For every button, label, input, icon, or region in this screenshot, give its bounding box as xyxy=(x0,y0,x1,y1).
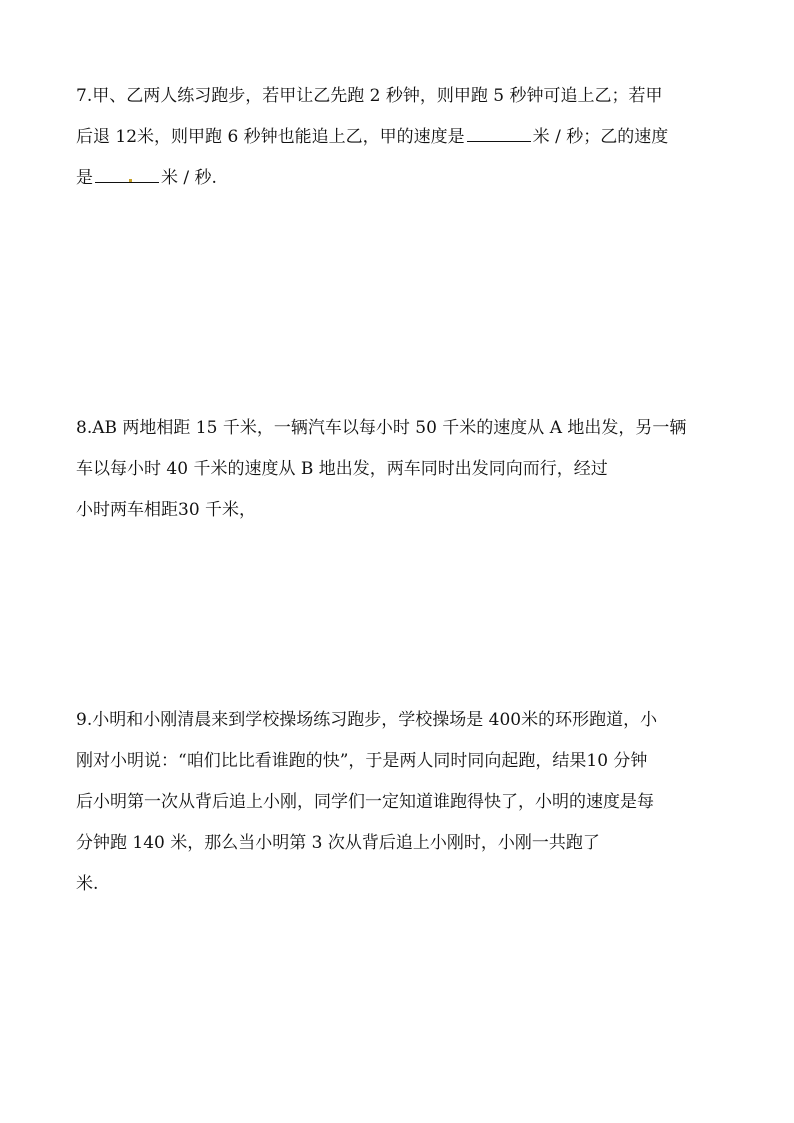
question-7 xyxy=(76,76,722,199)
question-8-text-line-3: 小时两车相距30 千米， xyxy=(76,500,257,520)
question-9-text-line-4: 分钟跑 140 米，那么当小明第 3 次从背后追上小刚时，小刚一共跑了 xyxy=(76,833,600,853)
question-7-text-line-3a: 是 xyxy=(76,168,93,188)
question-7-line-1 xyxy=(76,76,722,117)
question-9-line-2 xyxy=(76,741,722,782)
question-9-line-5 xyxy=(76,864,722,905)
question-9-line-4 xyxy=(76,823,722,864)
question-9-text-line-3: 后小明第一次从背后追上小刚，同学们一定知道谁跑得快了，小明的速度是每 xyxy=(76,792,654,812)
question-8-text-line-1: AB 两地相距 15 千米，一辆汽车以每小时 50 千米的速度从 A 地出发，另一辆 xyxy=(92,418,687,438)
question-9-text-line-5: 米. xyxy=(76,874,99,894)
question-8-line-1 xyxy=(76,408,722,449)
question-7-text-line-2b: 米 / 秒；乙的速度 xyxy=(532,127,669,147)
question-7-number: 7. xyxy=(76,86,93,106)
question-9-line-1 xyxy=(76,700,722,741)
question-9-text-line-1: 小明和小刚清晨来到学校操场练习跑步，学校操场是 400米的环形跑道，小 xyxy=(92,710,658,730)
question-8 xyxy=(76,408,722,531)
question-8-line-2 xyxy=(76,449,722,490)
question-9-line-3 xyxy=(76,782,722,823)
answer-blank-yi-speed[interactable] xyxy=(95,162,159,183)
question-7-line-3 xyxy=(76,158,722,199)
question-9-text-line-2: 刚对小明说：“咱们比比看谁跑的快”，于是两人同时同向起跑，结果10 分钟 xyxy=(76,751,648,771)
question-9 xyxy=(76,700,722,905)
question-8-number: 8. xyxy=(76,418,93,438)
question-7-text-line-3b: 米 / 秒. xyxy=(161,168,217,188)
question-7-text-line-1: 甲、乙两人练习跑步，若甲让乙先跑 2 秒钟，则甲跑 5 秒钟可追上乙；若甲 xyxy=(92,86,663,106)
question-8-line-3 xyxy=(76,490,722,531)
answer-blank-jia-speed[interactable] xyxy=(467,121,531,142)
question-7-line-2 xyxy=(76,117,722,158)
question-7-text-line-2a: 后退 12米，则甲跑 6 秒钟也能追上乙，甲的速度是 xyxy=(76,127,465,147)
question-8-text-line-2: 车以每小时 40 千米的速度从 B 地出发，两车同时出发同向而行，经过 xyxy=(76,459,608,479)
question-9-number: 9. xyxy=(76,710,93,730)
blank-mark-dot xyxy=(129,179,132,182)
